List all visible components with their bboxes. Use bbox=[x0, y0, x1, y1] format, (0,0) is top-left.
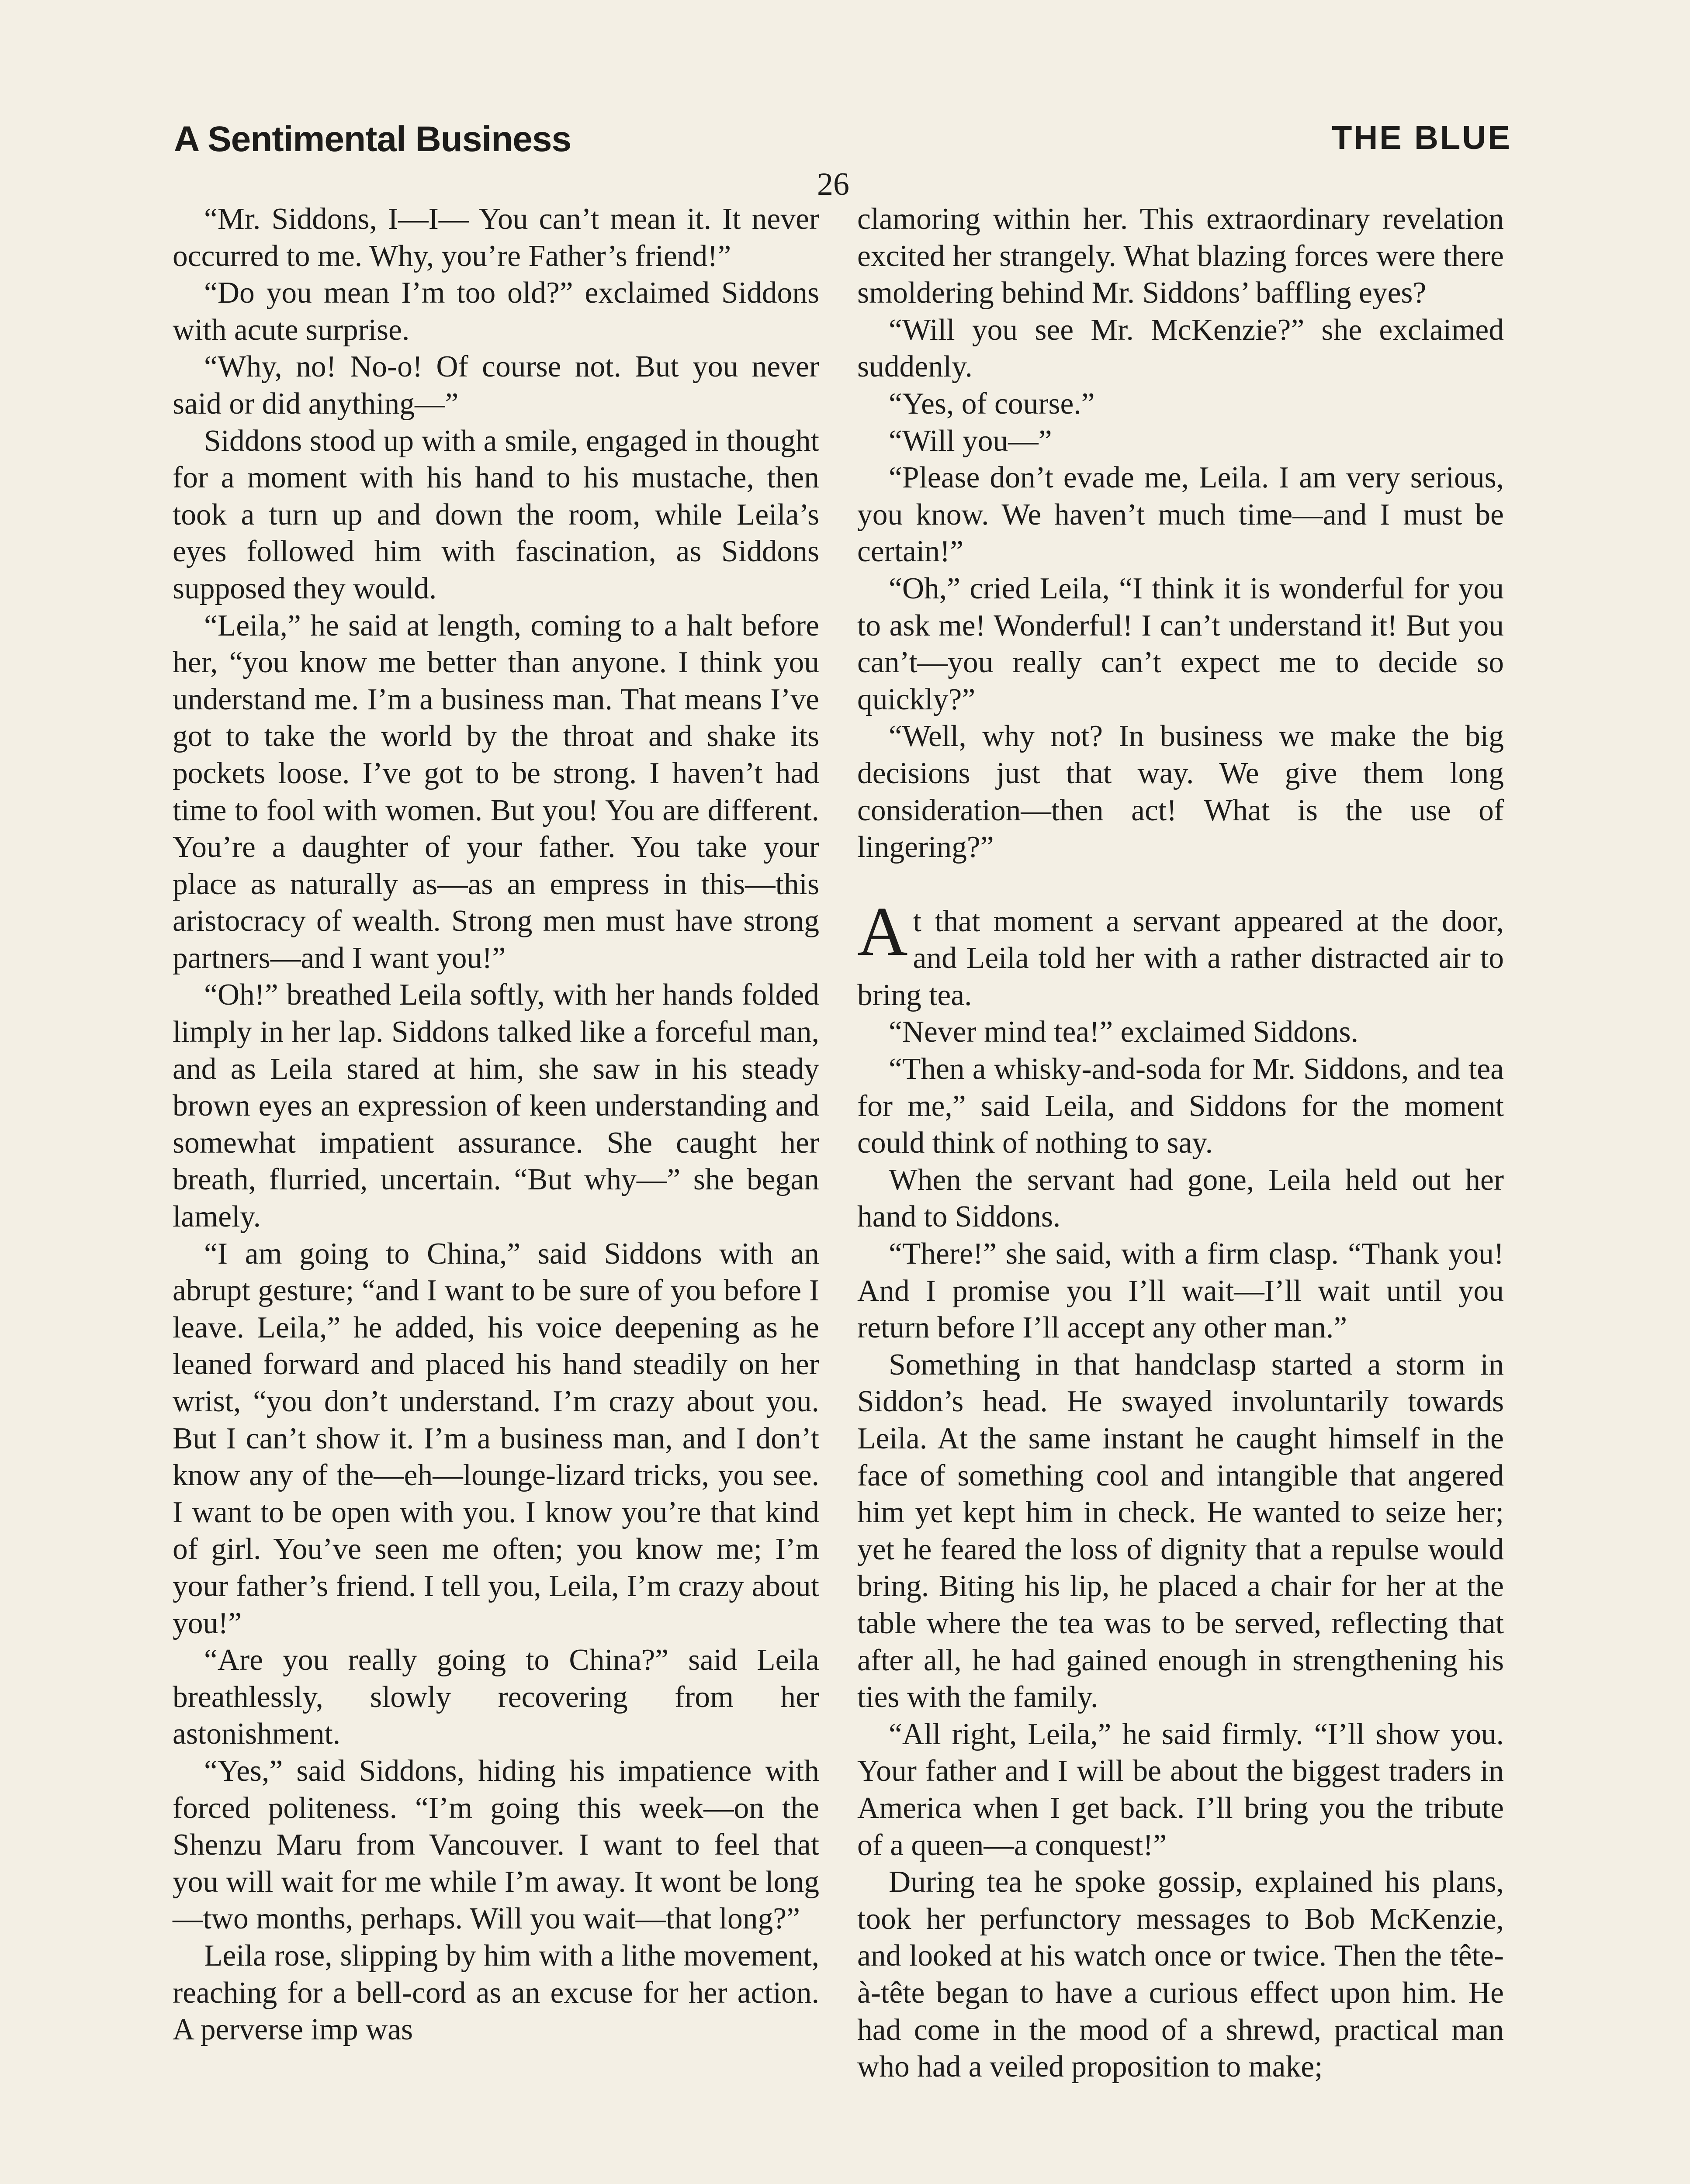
paragraph: “Yes, of course.” bbox=[889, 387, 1095, 421]
paragraph: “Will you—” bbox=[889, 424, 1052, 458]
paragraph: “Leila,” he said at length, coming to a halt before her, “you know me better than anyone. I think you understand me. I’m a business man. That means I’ve got to take the world by the throat and shake its pockets loose. I’ve got to be strong. I haven’t had time to fool with women. But you! You are different. You’re a daughter of your father. You take your place as naturally as—as an empress in this—this aristocracy of wealth. Strong men must have strong partners—and I want you!” bbox=[173, 608, 819, 975]
page-number: 26 bbox=[817, 166, 849, 202]
paragraph: During tea he spoke gossip, explained his plans, took her perfunctory messages to Bob McKenzie, and looked at his watch once or twice. Then the tête-à-tête began to have a curious effect upon him. He had come in the mood of a shrewd, practical man who had a veiled proposition to make; bbox=[857, 1865, 1504, 2084]
paragraph: “Yes,” said Siddons, hiding his impatience with forced politeness. “I’m going this week—on the Shenzu Maru from Vancouver. I want to feel that you will wait for me while I’m away. It wont be long—two months, perhaps. Will you wait—that long?” bbox=[173, 1754, 819, 1936]
section-start-text: t that moment a servant appeared at the door, and Leila told her with a rather distracted air to bring tea. bbox=[857, 904, 1504, 1012]
paragraph: “There!” she said, with a firm clasp. “Thank you! And I promise you I’ll wait—I’ll wait until you return before I’ll accept any other man.” bbox=[857, 1237, 1504, 1345]
paragraph: “All right, Leila,” he said firmly. “I’ll show you. Your father and I will be about the biggest traders in America when I get back. I’ll bring you the tribute of a queen—a conquest!” bbox=[857, 1717, 1504, 1862]
left-column bbox=[173, 201, 819, 2049]
right-column bbox=[857, 201, 1504, 2086]
paragraph: “Are you really going to China?” said Leila breathlessly, slowly recovering from her astonishment. bbox=[173, 1643, 819, 1751]
paragraph: “Oh,” cried Leila, “I think it is wonderful for you to ask me! Wonderful! I can’t understand it! But you can’t—you really can’t expect me to decide so quickly?” bbox=[857, 571, 1504, 716]
paragraph: “Do you mean I’m too old?” exclaimed Siddons with acute surprise. bbox=[173, 276, 819, 347]
paragraph: clamoring within her. This extraordinary revelation excited her strangely. What blazing forces were there smoldering behind Mr. Siddons’ baffling eyes? bbox=[857, 202, 1504, 310]
paragraph: “Please don’t evade me, Leila. I am very serious, you know. We haven’t much time—and I must be certain!” bbox=[857, 461, 1504, 569]
paragraph: “Then a whisky-and-soda for Mr. Siddons, and tea for me,” said Leila, and Siddons for the moment could think of nothing to say. bbox=[857, 1052, 1504, 1160]
paragraph: “Oh!” breathed Leila softly, with her hands folded limply in her lap. Siddons talked like a forceful man, and as Leila stared at him, she saw in his steady brown eyes an expression of keen understanding and somewhat impatient assurance. She caught her breath, flurried, uncertain. “But why—” she began lamely. bbox=[173, 978, 819, 1234]
paragraph: “Why, no! No-o! Of course not. But you never said or did anything—” bbox=[173, 350, 819, 421]
story-title: A Sentimental Business bbox=[174, 119, 571, 159]
paragraph: “Well, why not? In business we make the big decisions just that way. We give them long consideration—then act! What is the use of lingering?” bbox=[857, 719, 1504, 864]
paragraph: Leila rose, slipping by him with a lithe movement, reaching for a bell-cord as an excuse for her action. A perverse imp was bbox=[173, 1939, 819, 2047]
paragraph: “I am going to China,” said Siddons with an abrupt gesture; “and I want to be sure of you before I leave. Leila,” he added, his voice deepening as he leaned forward and placed his hand steadily on her wrist, “you don’t understand. I’m crazy about you. But I can’t show it. I’m a business man, and I don’t know any of the—eh—lounge-lizard tricks, you see. I want to be open with you. I know you’re that kind of girl. You’ve seen me often; you know me; I’m your father’s friend. I tell you, Leila, I’m crazy about you!” bbox=[173, 1237, 819, 1640]
paragraph: When the servant had gone, Leila held out her hand to Siddons. bbox=[857, 1163, 1504, 1234]
magazine-name: THE BLUE bbox=[1332, 119, 1512, 156]
paragraph: “Will you see Mr. McKenzie?” she exclaimed suddenly. bbox=[857, 313, 1504, 384]
paragraph: Siddons stood up with a smile, engaged in thought for a moment with his hand to his mustache, then took a turn up and down the room, while Leila’s eyes followed him with fascination, as Siddons supposed they would. bbox=[173, 424, 819, 605]
drop-cap: A bbox=[857, 892, 908, 970]
paragraph: Something in that handclasp started a storm in Siddon’s head. He swayed involuntarily towards Leila. At the same instant he caught himself in the face of something cool and intangible that angered him yet kept him in check. He wanted to seize her; yet he feared the loss of dignity that a repulse would bring. Biting his lip, he placed a chair for her at the table where the tea was to be served, reflecting that after all, he had gained enough in strengthening his ties with the family. bbox=[857, 1348, 1504, 1714]
section-start-paragraph bbox=[857, 892, 1504, 1014]
paragraph: “Mr. Siddons, I—I— You can’t mean it. It never occurred to me. Why, you’re Father’s friend!” bbox=[173, 202, 819, 273]
paragraph: “Never mind tea!” exclaimed Siddons. bbox=[889, 1015, 1358, 1049]
